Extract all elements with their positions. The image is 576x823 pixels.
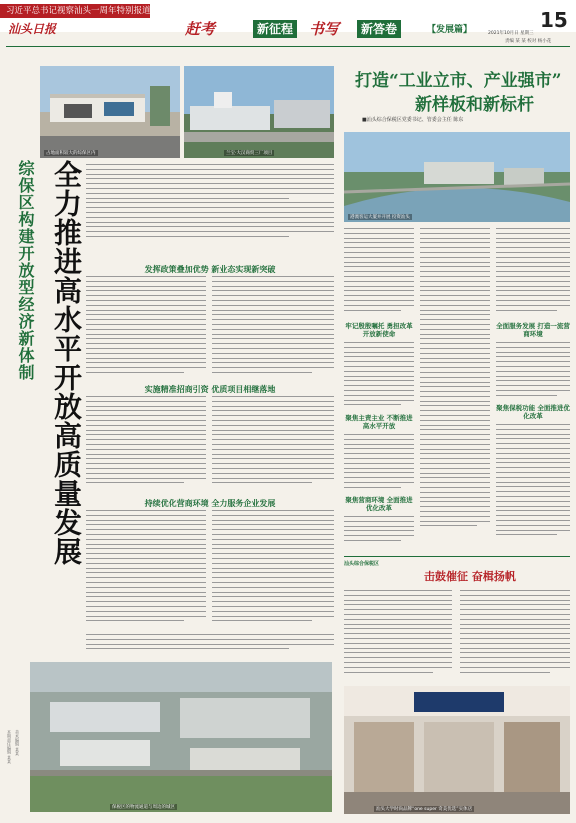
right-photo-caption: 港澳客运大厦并开展 投资汕头	[350, 215, 410, 220]
left-text-4	[86, 634, 334, 656]
left-text-2a	[86, 396, 206, 490]
right-text-3b	[344, 516, 414, 546]
banner-word-3: 书写	[309, 20, 340, 38]
special-report-tab: 习近平总书记视察汕头一周年特别报道	[0, 4, 150, 18]
main-headline: 全力推进高水平开放高质量发展	[50, 160, 83, 566]
photo-complex	[40, 66, 180, 158]
right-text-1	[344, 228, 414, 320]
margin-note-1: 本期责任编辑 某某	[7, 730, 12, 764]
left-section-1: 发挥政策叠加优势 新业态实现新突破	[144, 264, 276, 274]
editor-line: 责编 某 某 校对 杨小花	[505, 39, 552, 44]
right-section-4: 全面服务发展 打造一流营商环境	[496, 322, 570, 338]
left-text-3a	[86, 510, 206, 628]
right-section-5: 聚焦保税功能 全面推进优化改革	[496, 404, 570, 420]
left-text-1a	[86, 276, 206, 378]
photo-caption-1: 占地面积较大的综保区内	[46, 151, 96, 156]
right-headline-2: 新样板和新标杆	[415, 95, 534, 115]
photo-aerial-zone	[30, 662, 332, 812]
photo-port	[344, 132, 570, 222]
comment-text-1	[344, 590, 452, 680]
right-text-2	[344, 342, 414, 412]
comment-rule	[344, 556, 570, 557]
right-text-4	[420, 228, 490, 546]
right-text-6	[496, 342, 570, 402]
newspaper-logo: 汕头日报	[8, 22, 57, 36]
photo-store-image	[344, 686, 570, 814]
photo-caption-3: 保税区的物流通道与周边的城区	[112, 805, 175, 810]
photo-aerial-image	[30, 662, 332, 812]
banner-word-2: 新征程	[253, 20, 297, 38]
right-text-5	[496, 228, 570, 320]
left-section-2: 实施精准招商引资 优质项目相继落地	[144, 384, 276, 394]
left-text-3b	[212, 510, 334, 628]
page-number: 15	[540, 8, 568, 32]
banner-word-4: 新答卷	[357, 20, 401, 38]
header-rule	[6, 46, 570, 47]
photo-complex-image	[40, 66, 180, 158]
right-headline-1: 打造“工业立市、产业强市”	[355, 71, 562, 91]
banner-section: 【发展篇】	[427, 25, 473, 35]
banner-word-1: 赶考	[185, 20, 216, 38]
date-line: 2021年10月日 星期三	[488, 31, 534, 36]
left-intro-text	[86, 164, 334, 250]
photo-caption-2: 兰宝·大汉商贸三厂项目	[226, 151, 273, 156]
right-section-3: 聚焦营商环境 全面推进优化改革	[345, 496, 413, 512]
right-section-2: 聚焦主责主业 不断推进高水平开放	[345, 414, 413, 430]
comment-headline: 击鼓催征 奋楫扬帆	[424, 570, 516, 583]
sub-headline: 综保区构建开放型经济新体制	[16, 160, 35, 381]
photo-store	[344, 686, 570, 814]
banner	[185, 18, 495, 40]
comment-label: 汕头综合保税区	[344, 561, 380, 567]
right-text-7	[496, 424, 570, 546]
margin-note-2: 美术编辑 某某	[15, 730, 20, 756]
right-section-1: 牢记殷殷嘱托 勇担改革开放新使命	[345, 322, 413, 338]
left-text-2b	[212, 396, 334, 490]
comment-text-2	[460, 590, 570, 680]
photo-factory-image	[184, 66, 334, 158]
left-section-3: 持续优化营商环境 全力服务企业发展	[144, 498, 276, 508]
photo-port-image	[344, 132, 570, 222]
store-photo-caption: 汕头大学时尚品牌“one super 奇美优选”实体店	[376, 807, 473, 812]
right-byline: ■汕头综合保税区党委书记、管委会主任 陈东	[362, 117, 464, 123]
right-text-3	[344, 434, 414, 494]
left-text-1b	[212, 276, 334, 378]
photo-factory	[184, 66, 334, 158]
